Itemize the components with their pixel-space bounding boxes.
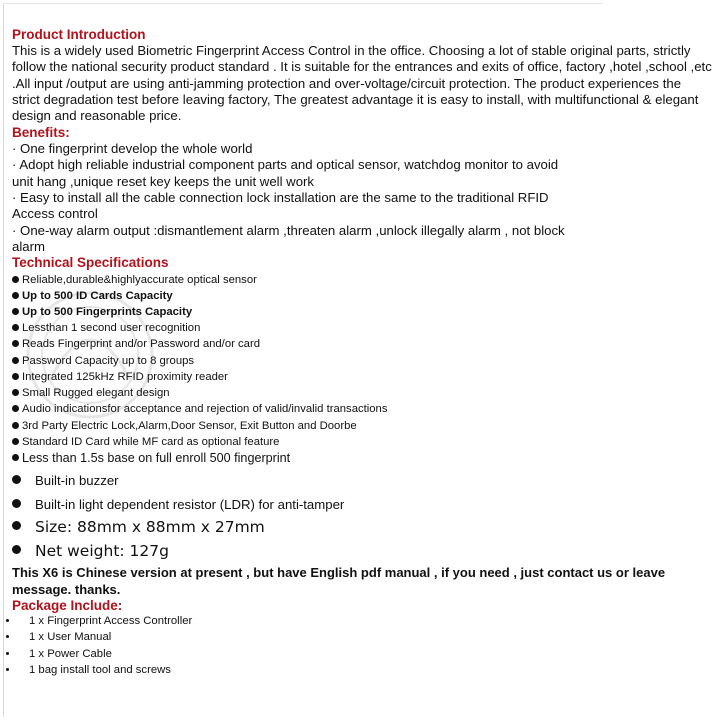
benefit-line: · Easy to install all the cable connection lock installation are the same to the traditional RFID bbox=[12, 190, 549, 205]
spec-item-text: 3rd Party Electric Lock,Alarm,Door Sensor, Exit Button and Doorbe bbox=[22, 420, 357, 432]
spec-item bbox=[12, 386, 170, 400]
bullet-icon bbox=[6, 619, 9, 622]
package-item-text: 1 x Fingerprint Access Controller bbox=[29, 615, 193, 627]
benefits-heading: Benefits: bbox=[12, 125, 70, 140]
package-item bbox=[6, 614, 192, 628]
spec-item-text: Integrated 125kHz RFID proximity reader bbox=[22, 371, 228, 383]
bullet-icon bbox=[6, 652, 9, 655]
spec-item-large bbox=[12, 518, 265, 536]
spec-item-large bbox=[12, 473, 119, 488]
frame-border-top bbox=[3, 3, 603, 4]
bullet-icon bbox=[12, 308, 19, 315]
bullet-icon bbox=[12, 405, 19, 412]
spec-item bbox=[12, 289, 173, 303]
spec-item-text: Size: 88mm x 88mm x 27mm bbox=[35, 518, 265, 536]
bullet-icon bbox=[12, 340, 19, 347]
spec-item-text: Net weight: 127g bbox=[35, 542, 169, 560]
bullet-icon bbox=[6, 635, 9, 638]
bullet-icon bbox=[12, 422, 19, 429]
spec-item-text: Reliable,durable&highlyaccurate optical sensor bbox=[22, 274, 257, 286]
bullet-icon bbox=[12, 389, 19, 396]
spec-item-text: Small Rugged elegant design bbox=[22, 387, 170, 399]
spec-item bbox=[12, 305, 192, 319]
product-introduction-heading: Product Introduction bbox=[12, 27, 146, 42]
spec-item-large bbox=[12, 497, 344, 512]
bullet-icon bbox=[12, 276, 19, 283]
bullet-icon bbox=[12, 357, 19, 364]
package-item bbox=[6, 647, 112, 661]
benefit-line: alarm bbox=[12, 239, 45, 254]
package-item-text: 1 x Power Cable bbox=[29, 648, 112, 660]
spec-item bbox=[12, 370, 228, 384]
bullet-icon bbox=[6, 668, 9, 671]
benefit-line: Access control bbox=[12, 206, 98, 221]
package-item bbox=[6, 663, 171, 677]
spec-item bbox=[12, 402, 387, 416]
spec-item-large bbox=[12, 542, 169, 560]
package-item-text: 1 x User Manual bbox=[29, 631, 112, 643]
benefit-line: · One fingerprint develop the whole world bbox=[12, 141, 253, 156]
spec-item bbox=[12, 273, 257, 287]
spec-item bbox=[12, 354, 194, 368]
bullet-icon bbox=[12, 438, 19, 445]
spec-item bbox=[12, 321, 200, 335]
spec-item-text: Less than 1.5s base on full enroll 500 fingerprint bbox=[22, 451, 291, 465]
spec-item bbox=[12, 435, 279, 449]
spec-item-text: Audio indicationsfor acceptance and rejection of valid/invalid transactions bbox=[22, 403, 388, 415]
bullet-icon bbox=[12, 521, 21, 530]
package-include-heading: Package Include: bbox=[12, 598, 123, 613]
spec-item-text: Up to 500 ID Cards Capacity bbox=[22, 290, 173, 302]
bullet-icon bbox=[12, 545, 21, 554]
product-introduction-text: This is a widely used Biometric Fingerprint Access Control in the office. Choosing a lot of stable original parts, strictly follow the national security product standard . It is suitable for the entrances and exits of office, factory ,hotel ,school ,etc .All input /output are using anti-jamming protection and over-voltage/circuit protection. The product experiences the strict degradation test before leaving factory, The greatest advantage it is easy to install, with multifunctional & elegant design and reasonable price. bbox=[12, 43, 712, 124]
spec-item-text: Up to 500 Fingerprints Capacity bbox=[22, 306, 193, 318]
frame-border-left bbox=[3, 3, 4, 717]
bullet-icon bbox=[12, 475, 21, 484]
spec-item bbox=[12, 451, 290, 465]
spec-item-text: Built-in buzzer bbox=[35, 473, 119, 488]
spec-item-text: Password Capacity up to 8 groups bbox=[22, 355, 195, 367]
spec-item bbox=[12, 337, 260, 351]
spec-item-text: Built-in light dependent resistor (LDR) for anti-tamper bbox=[35, 497, 345, 512]
benefit-line: unit hang ,unique reset key keeps the unit well work bbox=[12, 174, 315, 189]
bullet-icon bbox=[12, 499, 21, 508]
technical-specifications-heading: Technical Specifications bbox=[12, 255, 169, 270]
bullet-icon bbox=[12, 373, 19, 380]
bullet-icon bbox=[12, 324, 19, 331]
benefit-line: · One-way alarm output :dismantlement alarm ,threaten alarm ,unlock illegally alarm , not block bbox=[12, 223, 565, 238]
spec-item bbox=[12, 419, 357, 433]
package-item-text: 1 bag install tool and screws bbox=[29, 664, 171, 676]
package-item bbox=[6, 630, 111, 644]
bullet-icon bbox=[12, 292, 19, 299]
benefit-line: · Adopt high reliable industrial component parts and optical sensor, watchdog monitor to avoid bbox=[12, 157, 559, 172]
version-note: This X6 is Chinese version at present , but have English pdf manual , if you need , just contact us or leave message. thanks. bbox=[12, 565, 666, 597]
spec-item-text: Reads Fingerprint and/or Password and/or card bbox=[22, 338, 260, 350]
bullet-icon bbox=[12, 454, 19, 461]
spec-item-text: Lessthan 1 second user recognition bbox=[22, 322, 201, 334]
spec-item-text: Standard ID Card while MF card as optional feature bbox=[22, 436, 280, 448]
